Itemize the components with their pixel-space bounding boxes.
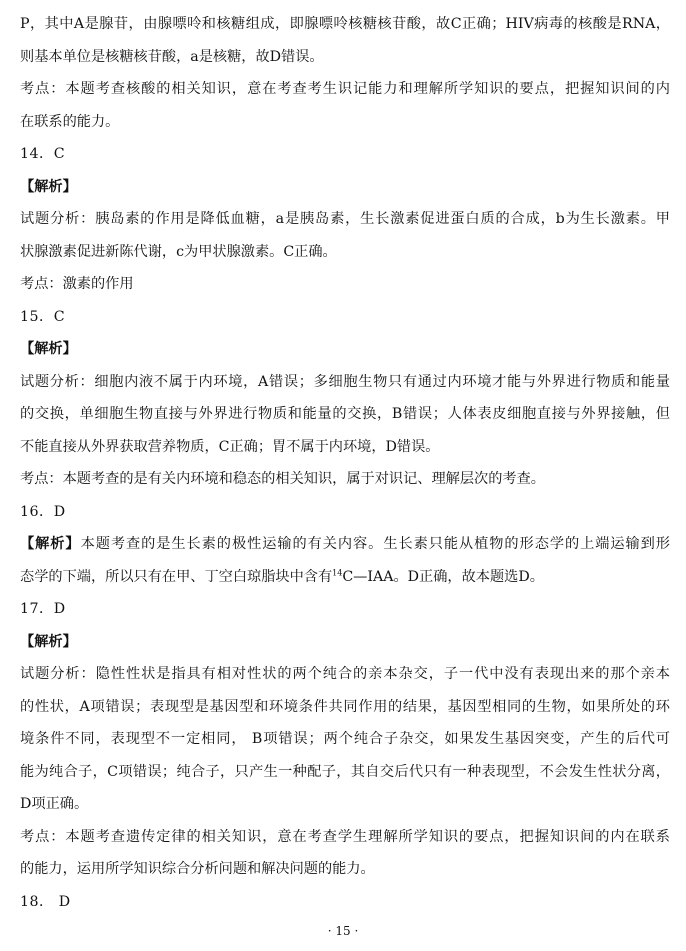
question-14-analysis-heading: 【解析】 — [20, 178, 77, 195]
text-line: 则基本单位是核糖核苷酸，a是核糖，故D错误。 — [20, 48, 324, 65]
question-15-analysis-line: 不能直接从外界获取营养物质，C正确；胃不属于内环境，D错误。 — [20, 438, 440, 455]
question-14-exam-point: 考点：激素的作用 — [20, 276, 134, 292]
page-number: · 15 · — [327, 924, 359, 938]
question-17-analysis-line: 境条件不同，表现型不一定相同， B项错误；两个纯合子杂交，如果发生基因突变，产生的后代可 — [20, 731, 670, 747]
question-17-analysis-line: 试题分析：隐性性状是指具有相对性状的两个纯合的亲本杂交，子一代中没有表现出来的那个亲本 — [20, 666, 670, 682]
question-18-number: 18． D — [20, 893, 71, 910]
isotope-superscript: 14 — [332, 567, 343, 577]
question-16-analysis-text: 态学的下端，所以只有在甲、丁空白琼脂块中含有 — [20, 568, 333, 585]
question-14-analysis-line: 状腺激素促进新陈代谢，c为甲状腺激素。C正确。 — [20, 243, 337, 260]
question-15-analysis-heading: 【解析】 — [20, 341, 77, 357]
question-15-number: 15．C — [20, 308, 66, 325]
question-16-analysis-line — [20, 528, 670, 561]
question-16-analysis-heading: 【解析】 — [20, 536, 81, 552]
question-17-analysis-line: 能为纯合子，C项错误；纯合子，只产生一种配子，其自交后代只有一种表现型，不会发生性状分离， — [20, 763, 670, 780]
exam-point-line: 考点：本题考查核酸的相关知识，意在考查考生识记能力和理解所学知识的要点，把握知识间的内 — [20, 81, 670, 97]
question-17-analysis-line: D项正确。 — [20, 796, 89, 812]
question-17-exam-point: 的能力，运用所学知识综合分析问题和解决问题的能力。 — [20, 861, 375, 877]
question-17-number: 17．D — [20, 601, 66, 617]
question-14-analysis-line: 试题分析：胰岛素的作用是降低血糖，a是胰岛素，生长激素促进蛋白质的合成，b为生长激素。甲 — [20, 211, 670, 227]
document-page — [20, 8, 670, 918]
question-15-exam-point: 考点：本题考查的是有关内环境和稳态的相关知识，属于对识记、理解层次的考查。 — [20, 471, 545, 487]
question-16-analysis-text: C—IAA。D正确，故本题选D。 — [342, 568, 544, 585]
question-17-analysis-heading: 【解析】 — [20, 633, 77, 650]
exam-point-line: 在联系的能力。 — [20, 113, 120, 130]
question-15-analysis-line: 的交换，单细胞生物直接与外界进行物质和能量的交换，B错误；人体表皮细胞直接与外界接触，但 — [20, 406, 670, 422]
question-16-analysis-line — [20, 561, 670, 594]
question-14-number: 14．C — [20, 146, 66, 162]
question-17-analysis-line: 的性状，A项错误；表现型是基因型和环境条件共同作用的结果，基因型相同的生物，如果所处的环 — [20, 698, 670, 715]
question-15-analysis-line: 试题分析：细胞内液不属于内环境，A错误；多细胞生物只有通过内环境才能与外界进行物质和能量 — [20, 373, 670, 390]
question-16-analysis-text: 本题考查的是生长素的极性运输的有关内容。生长素只能从植物的形态学的上端运输到形 — [80, 536, 670, 552]
question-16-number: 16．D — [20, 503, 66, 520]
question-17-exam-point: 考点：本题考查遗传定律的相关知识，意在考查学生理解所学知识的要点，把握知识间的内在联系 — [20, 828, 670, 845]
text-line: P，其中A是腺苷，由腺嘌呤和核糖组成，即腺嘌呤核糖核苷酸，故C正确；HIV病毒的核酸是RNA， — [20, 16, 670, 32]
